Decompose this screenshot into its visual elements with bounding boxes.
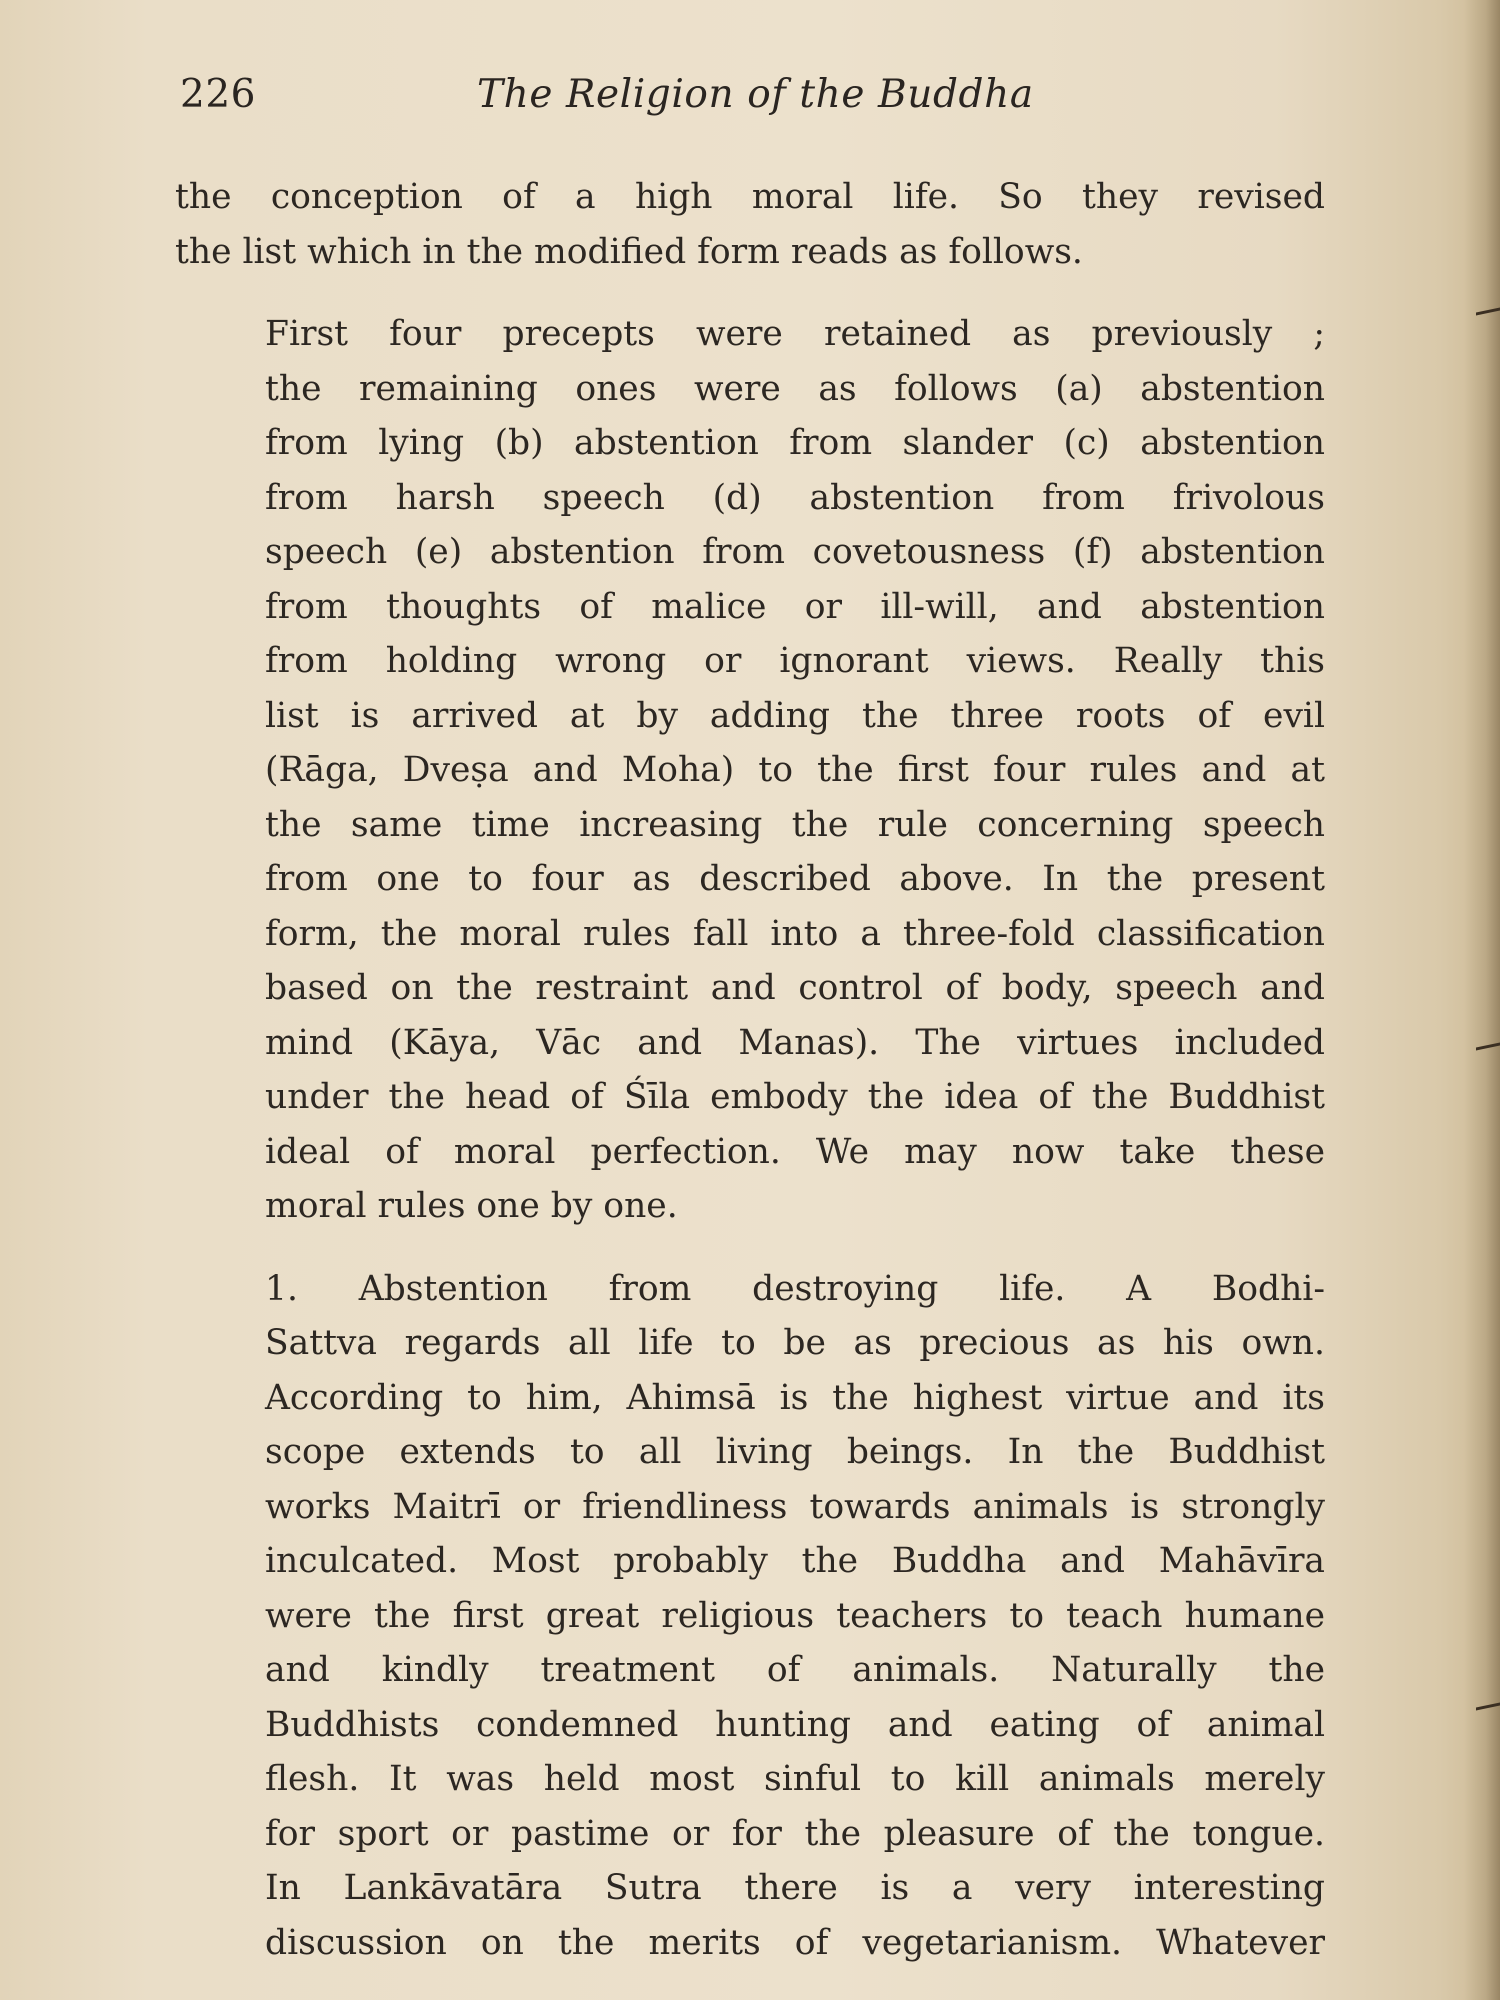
text-line: the conception of a high moral life. So they revised: [175, 177, 1325, 217]
text-line: from thoughts of malice or ill-will, and abstention: [265, 586, 1325, 627]
paragraph-abstention-from-destroying-life: [175, 1262, 1325, 1971]
facing-page-edge: [1464, 0, 1500, 2000]
page-number: 226: [180, 72, 256, 117]
text-line: form, the moral rules fall into a three-fold classification: [265, 913, 1325, 954]
text-line: based on the restraint and control of body, speech and: [265, 968, 1325, 1008]
text-line: flesh. It was held most sinful to kill animals merely: [265, 1759, 1325, 1799]
text-line: the remaining ones were as follows (a) abstention: [265, 368, 1325, 409]
text-line: moral rules one by one.: [265, 1186, 678, 1226]
text-line: from harsh speech (d) abstention from frivolous: [265, 477, 1325, 518]
text-line: from lying (b) abstention from slander (c) abstention: [265, 423, 1325, 463]
text-line: speech (e) abstention from covetousness (f) abstention: [265, 532, 1325, 572]
paragraph-precepts: [175, 307, 1325, 1234]
text-line: scope extends to all living beings. In the Buddhist: [265, 1432, 1325, 1472]
text-line: (Rāga, Dveṣa and Moha) to the first four rules and at: [265, 750, 1325, 790]
text-line: works Maitrī or friendliness towards animals is strongly: [265, 1486, 1325, 1527]
text-line: mind (Kāya, Vāc and Manas). The virtues included: [265, 1022, 1325, 1063]
text-line: Sattva regards all life to be as precious as his own.: [265, 1323, 1325, 1363]
paragraph-continuation: [175, 170, 1325, 279]
text-line: from holding wrong or ignorant views. Really this: [265, 641, 1325, 681]
text-line: and kindly treatment of animals. Naturally the: [265, 1650, 1325, 1690]
running-head: [180, 72, 1330, 132]
text-line: were the first great religious teachers to teach humane: [265, 1595, 1325, 1636]
text-line: ideal of moral perfection. We may now take these: [265, 1131, 1325, 1172]
text-line: for sport or pastime or for the pleasure of the tongue.: [265, 1813, 1325, 1854]
text-line: inculcated. Most probably the Buddha and Mahāvīra: [265, 1541, 1325, 1581]
text-line: the list which in the modified form reads as follows.: [175, 231, 1083, 272]
text-line: According to him, Ahimsā is the highest virtue and its: [265, 1377, 1325, 1418]
text-line: discussion on the merits of vegetarianism. Whatever: [265, 1922, 1325, 1963]
text-line: First four precepts were retained as previously ;: [265, 314, 1325, 354]
text-line: 1. Abstention from destroying life. A Bodhi-: [265, 1268, 1325, 1309]
text-line: from one to four as described above. In the present: [265, 859, 1325, 899]
text-line: list is arrived at by adding the three roots of evil: [265, 695, 1325, 736]
text-line: the same time increasing the rule concerning speech: [265, 804, 1325, 845]
body-text: [175, 170, 1325, 1970]
book-title: The Religion of the Buddha: [477, 72, 1034, 117]
text-line: In Lankāvatāra Sutra there is a very interesting: [265, 1868, 1325, 1908]
text-line: Buddhists condemned hunting and eating of animal: [265, 1704, 1325, 1745]
text-line: under the head of Śīla embody the idea of the Buddhist: [265, 1077, 1325, 1117]
